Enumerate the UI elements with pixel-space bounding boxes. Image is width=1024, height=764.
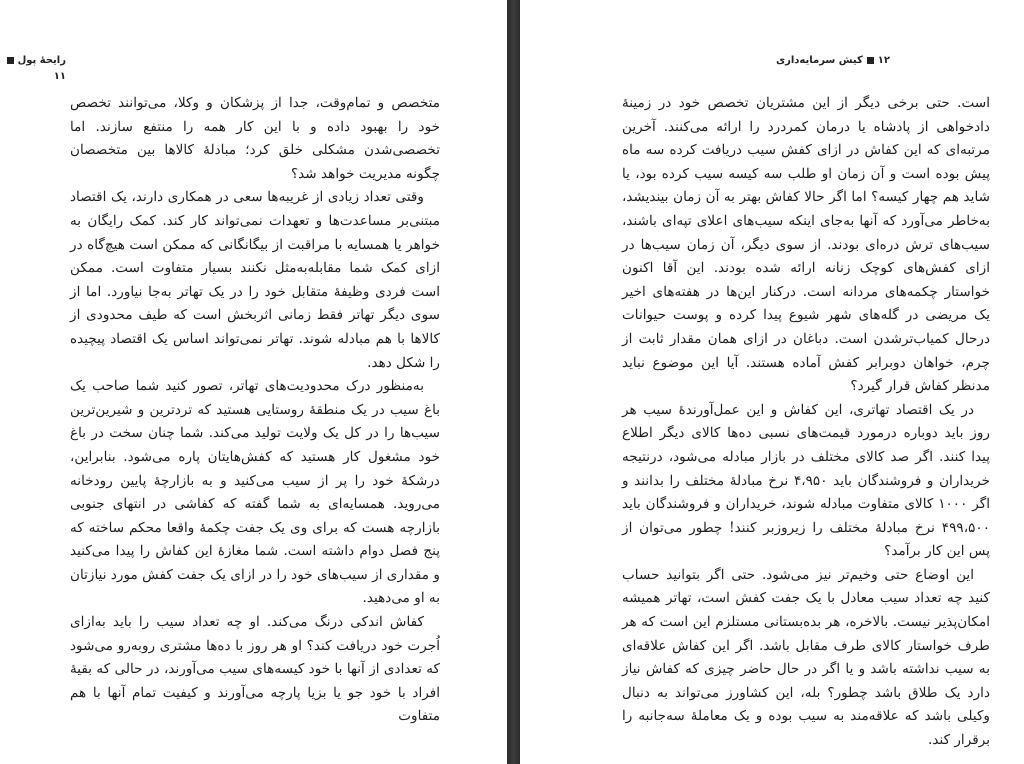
left-page [0,0,507,764]
right-page-number: ۱۲ [877,55,890,66]
left-running-header [0,53,66,82]
square-separator-icon [867,57,874,64]
right-running-header [776,53,890,69]
left-header-title: رایحهٔ پول [17,55,66,66]
book-spine-gutter [507,0,520,764]
right-paragraph-3: این اوضاع حتی وخیم‌تر نیز می‌شود. حتی اگر بتوانید حساب کنید چه تعداد سیب معادل با یک جفت کفش است، تهاتر همیشه امکان‌پذیر نیست. بالاخره، هر بده‌بستانی مستلزم این است که هر طرف خواستار کالای طرف مقابل باشد. اگر این کفاش علاقه‌ای به سیب نداشته باشد و یا اگر در حال حاضر چیزی که کفاش نیاز دارد یک طلاق باشد چطور؟ بله، این کشاورز می‌تواند به دنبال وکیلی باشد که علاقه‌مند به سیب بوده و یک معاملهٔ سه‌جانبه را برقرار کند. [622,566,990,749]
left-paragraph-1: متخصص و تمام‌وقت، جدا از پزشکان و وکلا، می‌توانند تخصص خود را بهبود داده و با این کار همه را منتفع سازند. اما تخصصی‌شدن مشکلی خلق کرد؛ مبادلهٔ کالاها بین متخصصان چگونه مدیریت خواهد شد؟ [70,95,440,182]
square-separator-icon [7,57,14,64]
left-paragraph-4: کفاش اندکی درنگ می‌کند. او چه تعداد سیب را باید به‌ازای اُجرت خود دریافت کند؟ او هر روز با ده‌ها مشتری روبه‌رو می‌شود که تعدادی از آنها با خود کیسه‌های سیب می‌آورند، در حالی که بقیهٔ افراد با خود جو یا بزیا پارچه می‌آورند و کیفیت تمام آنها با هم متفاوت [70,614,440,725]
right-paragraph-2: در یک اقتصاد تهاتری، این کفاش و این عمل‌آورندهٔ سیب هر روز باید دوباره درمورد قیمت‌های نسبی ده‌ها کالای دیگر اطلاع پیدا کنند. اگر صد کالای مختلف در بازار مبادله می‌شود، درنتیجه خریداران و فروشندگان باید ۴،۹۵۰ نرخ مبادلهٔ مختلف را بدانند و اگر ۱۰۰۰ کالای متفاوت مبادله شوند، خریداران و فروشندگان باید ۴۹۹،۵۰۰ نرخ مبادلهٔ مختلف را زیروزبر کنند! چطور می‌توان از پس این کار برآمد؟ [622,401,990,560]
right-paragraph-1: است. حتی برخی دیگر از این مشتریان تخصص خود در زمینهٔ دادخواهی از پادشاه یا درمان کمردرد را ارائه می‌کنند. آخرین مرتبه‌ای که این کفاش در ازای کفش سیب دریافت کرده سه ماه پیش بوده است و آن زمان او طلب سه کیسه سیب کرده بود، یا شاید هم چهار کیسه؟ اما اگر حالا کفاش بهتر به آن زمان بیندیشد، به‌خاطر می‌آورد که آنها به‌جای اینکه سیب‌های اعلای تپه‌ای باشند، سیب‌های ترش دره‌ای بودند. از سوی دیگر، آن زمان سیب‌ها در ازای کفش‌های کوچک زنانه ارائه شده بودند. این آقا اکنون خواستار چکمه‌های مردانه است. درکنار این‌ها در هفته‌های اخیر یک مریضی در گله‌های شهر شیوع پیدا کرده و پوست حیوانات درحال کمیاب‌ترشدن است. دباغان در ازای همان مقدار ثابت از چرم، خواهان دوبرابر کفش آماده هستند. آیا این موضوع نباید مدنظر کفاش قرار گیرد؟ [622,95,990,395]
right-page [520,0,1024,764]
left-page-number: ۱۱ [53,71,66,82]
right-body-text [622,92,990,753]
right-header-title: کیش سرمایه‌داری [775,55,863,66]
left-paragraph-3: به‌منظور درک محدودیت‌های تهاتر، تصور کنید شما صاحب یک باغ سیب در یک منطقهٔ روستایی هستید که تردترین و شیرین‌ترین سیب‌ها را در کل یک ولایت تولید می‌کند. شما چنان سخت در باغ خود مشغول کار هستید که کفش‌هایتان پاره می‌شود. بنابراین، درشکهٔ خود را پر از سیب می‌کنید و به بازارچهٔ پایین رودخانه می‌روید. همسایه‌ای به شما گفته که کفاشی در انتهای جنوبی بازارچه هست که برای وی یک جفت چکمهٔ واقعا محکم ساخته که پنج فصل دوام داشته است. شما مغازهٔ این کفاش را پیدا می‌کنید و مقداری از سیب‌های خود را در ازای یک جفت کفش مورد نیازتان به او می‌دهید. [70,378,440,607]
left-body-text [70,92,440,729]
left-paragraph-2: وقتی تعداد زیادی از غریبه‌ها سعی در همکاری دارند، یک اقتصاد مبتنی‌بر مساعدت‌ها و تعهدات نمی‌تواند کار کند. کمک رایگان به خواهر یا همسایه با مراقبت از بیگانگانی که ممکن است هیچ‌گاه در ازای کمک شما مقابله‌به‌مثل نکنند بسیار متفاوت است. ممکن است فردی وظیفهٔ متقابل خود را در یک تهاتر به‌جا نیاورد. اما از سوی دیگر تهاتر فقط زمانی اثربخش است که طیف محدودی از کالاها با هم مبادله شوند. تهاتر نمی‌تواند اساس یک اقتصاد پیچیده را شکل دهد. [70,189,440,371]
